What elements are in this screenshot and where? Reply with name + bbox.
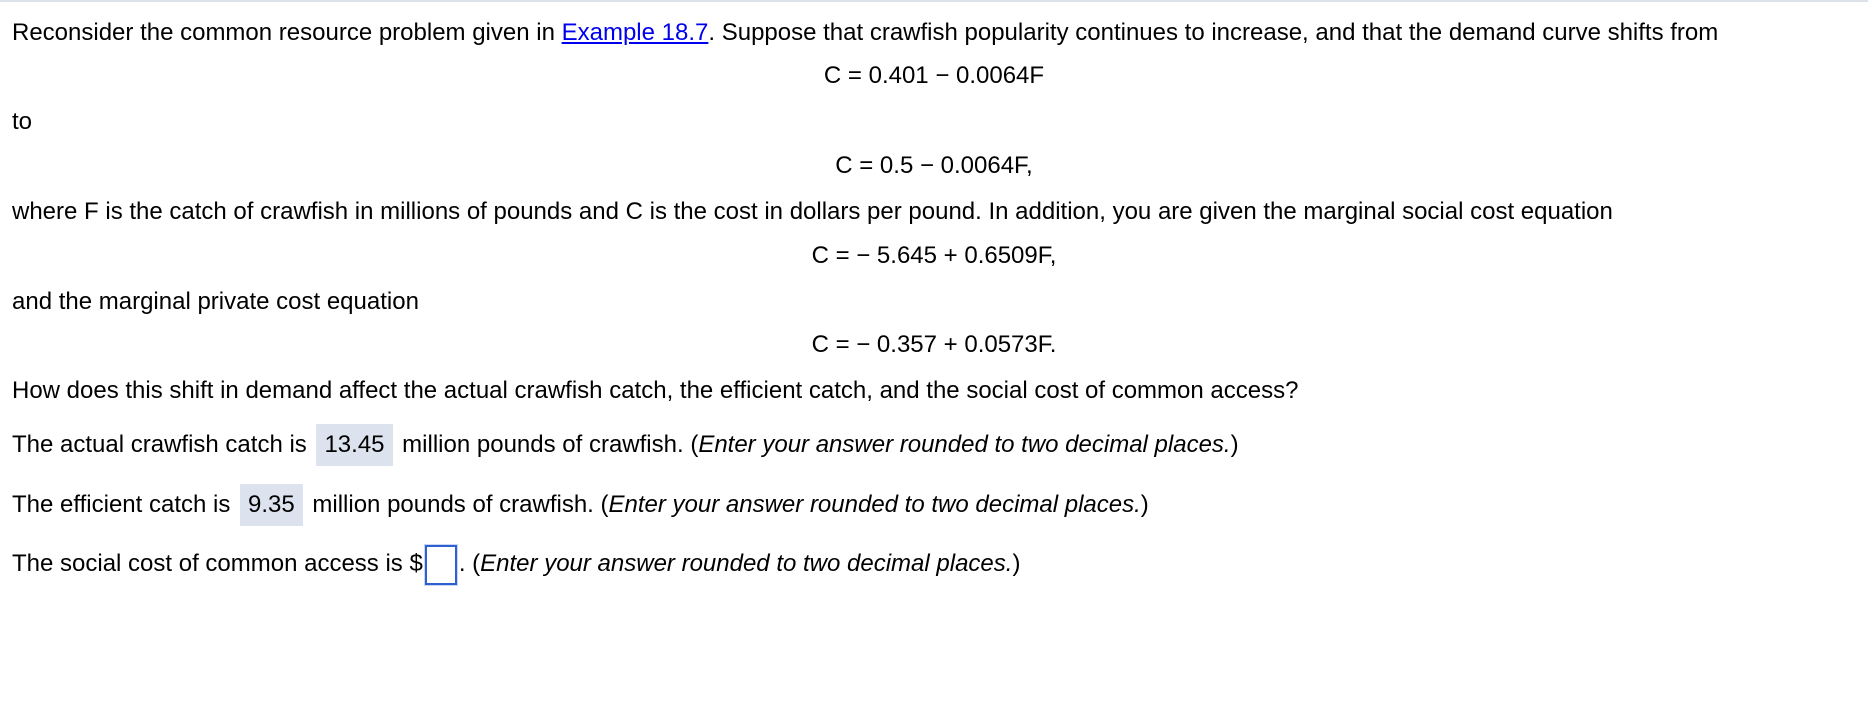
social-cost-hint: Enter your answer rounded to two decimal places. — [480, 550, 1013, 577]
intro-text-before: Reconsider the common resource problem given in — [12, 19, 562, 46]
actual-catch-answer[interactable]: 13.45 — [316, 424, 392, 466]
private-cost-paragraph: and the marginal private cost equation — [12, 288, 419, 315]
social-cost-input[interactable] — [425, 545, 457, 585]
actual-catch-close: ) — [1230, 431, 1239, 458]
example-18-7-link[interactable]: Example 18.7 — [561, 19, 709, 46]
to-text: to — [12, 108, 33, 135]
actual-catch-unit: million pounds of crawfish. ( — [395, 431, 699, 458]
social-cost-close: ) — [1012, 550, 1021, 577]
efficient-catch-answer[interactable]: 9.35 — [240, 484, 303, 526]
actual-catch-label: The actual crawfish catch is — [12, 431, 314, 458]
social-cost-label: The social cost of common access is $ — [12, 550, 423, 577]
actual-catch-hint: Enter your answer rounded to two decimal places. — [698, 431, 1231, 458]
social-cost-after: . ( — [458, 550, 481, 577]
where-paragraph: where F is the catch of crawfish in millions of pounds and C is the cost in dollars per pound. In addition, you are given the marginal social cost equation — [12, 198, 1613, 225]
social-cost-row — [12, 543, 1020, 585]
intro-paragraph — [12, 17, 1718, 49]
top-divider — [0, 0, 1868, 2]
efficient-catch-unit: million pounds of crawfish. ( — [305, 491, 609, 518]
actual-catch-row — [12, 424, 1239, 466]
demand-equation-old: C = 0.401 − 0.0064F — [823, 62, 1045, 89]
marginal-private-cost-equation: C = − 0.357 + 0.0573F. — [811, 331, 1057, 358]
efficient-catch-close: ) — [1140, 491, 1149, 518]
demand-equation-new: C = 0.5 − 0.0064F, — [835, 152, 1033, 179]
intro-text-after: . Suppose that crawfish popularity continues to increase, and that the demand curve shifts from — [708, 19, 1719, 46]
efficient-catch-label: The efficient catch is — [12, 491, 237, 518]
question-text: How does this shift in demand affect the actual crawfish catch, the efficient catch, and the social cost of common access? — [12, 377, 1299, 404]
marginal-social-cost-equation: C = − 5.645 + 0.6509F, — [811, 242, 1057, 269]
efficient-catch-row — [12, 484, 1149, 526]
efficient-catch-hint: Enter your answer rounded to two decimal places. — [608, 491, 1141, 518]
